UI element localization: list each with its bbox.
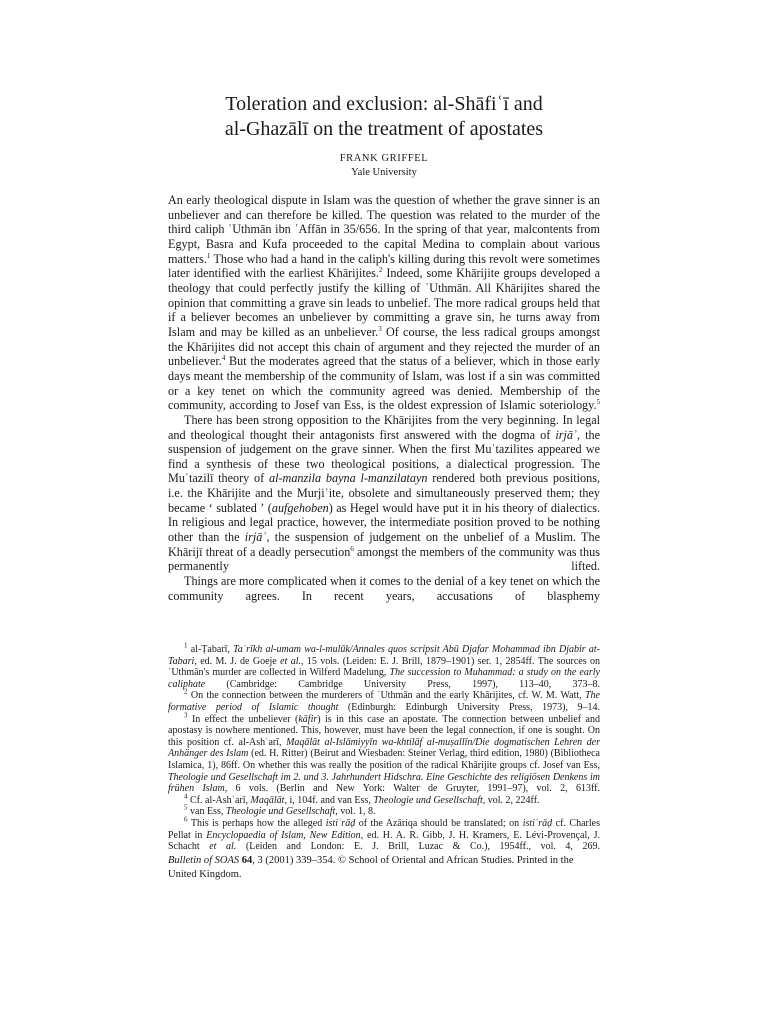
article-body xyxy=(168,193,600,603)
journal-imprint xyxy=(168,854,600,881)
footnote-2-number: 2 xyxy=(184,688,188,697)
footnote-1-text-b: , ed. M. J. de Goeje xyxy=(194,655,281,667)
footnote-ref-4[interactable]: 4 xyxy=(221,354,226,363)
term-irja-2: irjāʾ xyxy=(244,530,267,545)
footnote-2-work: The formative period of Islamic thought xyxy=(168,690,600,713)
footnote-1-succession: The succession to Muhammad: a study on the early caliphate xyxy=(168,667,600,690)
p2-text-a: There has been strong opposition to the Khārijites from the very beginning. In legal and theological thought their antagonists first answered with the dogma of xyxy=(168,412,600,442)
footnote-3-number: 3 xyxy=(184,711,188,720)
footnote-5-text: van Ess, xyxy=(187,806,226,818)
footnote-1-work: Taʾrīkh al-umam wa-l-mulūk/Annales quos scripsit Abū Djafar Mohammad ibn Djabir at-Tabari xyxy=(168,644,600,667)
footnote-1-text-d: (Cambridge: Cambridge University Press, 1997), 113–40, 373–8. xyxy=(205,678,600,690)
footnote-1 xyxy=(168,641,600,690)
footnote-5 xyxy=(168,803,600,818)
footnote-2-text: On the connection between the murderers of ʿUthmān and the early Khārijites, cf. W. M. Watt, xyxy=(187,690,585,702)
footnote-3-text: In effect the unbeliever ( xyxy=(187,713,299,725)
footnote-5-theologie: Theologie und Gesellschaft xyxy=(225,806,336,818)
footnote-6-text-b: of the Azāriqa should be translated; on xyxy=(355,817,523,829)
journal-name: Bulletin of SOAS xyxy=(168,855,240,866)
footnote-6-text-e: (Leiden and London: E. J. Brill, Luzac & Co.), 1954ff., vol. 4, 269. xyxy=(236,841,601,853)
p2-text-c: rendered both previous positions, i.e. the Khārijite and the Murjiʾite, obsolete and simultaneously preserved them; they became ʻ sublated ʼ ( xyxy=(168,471,600,515)
footnote-3 xyxy=(168,711,600,795)
journal-details: , 3 (2001) 339–354. © School of Oriental and African Studies. Printed in the United Kingdom. xyxy=(168,855,574,880)
footnote-6-text-c: cf. Charles Pellat in xyxy=(168,817,600,841)
p2-text-d: ) as Hegel would have put it in his theory of dialectics. In religious and legal practice, however, the intermediate position proved to be nothing other than the xyxy=(168,500,600,545)
footnotes xyxy=(168,641,601,853)
footnote-6-number: 6 xyxy=(184,815,188,824)
p2-text-b: , the suspension of judgement on the grave sinner. When the first Muʿtazilites appeared we find a synthesis of these two theological positions, a dialectical progression. The Muʿtazilī theory of xyxy=(168,427,601,486)
p1-text-e: But the moderates agreed that the status of a believer, which in those early days meant the membership of the community of Islam, was lost if a sin was committed or a key tenet on which the community agreed was denied. Membership of the community, according to Josef van Ess, is the oldest expression of Islamic soteriology. xyxy=(168,354,600,413)
footnote-4-text-c: , vol. 2, 224ff. xyxy=(482,794,540,806)
footnote-1-text-c: , 15 vols. (Leiden: E. J. Brill, 1879–1901) ser. 1, 2854ff. The sources on ʿUthmān's murder are collected in Wilferd Madelung, xyxy=(168,655,600,679)
paragraph-3: Things are more complicated when it comes to the denial of a key tenet on which the community agrees. In recent years, accusations of blasphemy xyxy=(168,574,600,603)
footnote-6-istirad-2: istiʿrāḍ xyxy=(522,817,553,829)
author-name: FRANK GRIFFEL xyxy=(339,153,429,164)
footnote-1-number: 1 xyxy=(184,641,188,650)
footnote-6-text: This is perhaps how the alleged xyxy=(187,817,326,829)
p1-text-a: An early theological dispute in Islam was the question of whether the grave sinner is an unbeliever and can therefore be killed. The question was related to the murder of the third caliph ʿUthmān ibn ʿAffān in 35/656. In the spring of that year, malcontents from Egypt, Basra and Kufa proceeded to the capital Medina to complain about various matters. xyxy=(168,193,600,266)
footnote-4-text-b: , i, 104f. and van Ess, xyxy=(284,794,374,806)
journal-volume: 64 xyxy=(241,855,253,866)
footnote-3-theologie: Theologie und Gesellschaft im 2. und 3. Jahrhundert Hidschra. Eine Geschichte des religiösen Denkens im frühen Islam xyxy=(168,771,600,795)
footnote-ref-6[interactable]: 6 xyxy=(350,544,354,553)
footnote-3-kafir: kāfir xyxy=(298,713,318,725)
article-title xyxy=(100,92,668,142)
footnote-6-ei: Encyclopaedia of Islam, New Edition xyxy=(206,829,361,841)
author-affiliation: Yale University xyxy=(351,167,417,178)
footnote-6-istirad: istiʿrāḍ xyxy=(325,817,356,829)
footnote-3-text-d: , 6 vols. (Berlin and New York: Walter de Gruyter, 1991–97), vol. 2, 613ff. xyxy=(224,783,600,795)
footnote-1-etal: et al. xyxy=(280,655,301,667)
title-line-2: al-Ghazālī on the treatment of apostates xyxy=(224,118,544,140)
p1-text-b: Those who had a hand in the caliph's killing during this revolt were sometimes later identified with the earliest Khārijites. xyxy=(168,251,600,281)
term-manzila: al-manzila bayna l-manzilatayn xyxy=(269,471,428,486)
term-aufgehoben: aufgehoben xyxy=(271,500,329,515)
footnote-ref-5[interactable]: 5 xyxy=(596,398,600,407)
footnote-6-etal: et al. xyxy=(209,841,237,853)
footnote-3-maqalat: Maqālāt al-Islāmiyyīn wa-khtilāf al-muṣallīn/Die dogmatischen Lehren der Anhänger des Islam xyxy=(168,736,600,760)
p2-text-e: , the suspension of judgement on the unbelief of a Muslim. The Khārijī threat of a deadly persecution xyxy=(168,530,600,559)
footnote-4 xyxy=(168,792,600,807)
footnote-ref-2[interactable]: 2 xyxy=(378,266,383,275)
footnote-2-text-b: (Edinburgh: Edinburgh University Press, 1973), 9–14. xyxy=(338,701,600,713)
term-irja: irjāʾ xyxy=(555,427,578,442)
author-block xyxy=(100,152,668,180)
footnote-2 xyxy=(168,690,600,713)
footnote-4-number: 4 xyxy=(184,792,188,801)
footnote-5-text-b: , vol. 1, 8. xyxy=(335,806,376,818)
footnote-6-text-d: , ed. H. A. R. Gibb, J. H. Kramers, E. Lévi-Provençal, J. Schacht xyxy=(168,829,600,853)
title-line-1: Toleration and exclusion: al-Shāfiʿī and xyxy=(225,93,543,115)
paragraph-1 xyxy=(168,193,600,413)
p1-text-d: Of course, the less radical groups amongst the Khārijites did not accept this chain of argument and they rejected the murder of an unbeliever. xyxy=(168,324,600,369)
p2-text-f: amongst the members of the community was thus permanently lifted. xyxy=(168,544,600,574)
footnote-3-text-c: (ed. H. Ritter) (Beirut and Wiesbaden: Steiner Verlag, third edition, 1980) (Bibliotheca Islamica, 1), 86ff. On whether this was really the position of the radical Khārijite groups cf. Josef van Ess, xyxy=(168,748,600,771)
footnote-3-text-b: ) is in this case an apostate. The connection between unbelief and apostasy is nowhere mentioned. This, however, must have been the legal connection, if one is sought. On this position cf. al-Ashʿarī, xyxy=(168,713,600,748)
paragraph-2 xyxy=(168,413,600,574)
footnote-ref-3[interactable]: 3 xyxy=(378,324,382,333)
footnote-4-maqalat: Maqālāt xyxy=(250,794,285,806)
footnote-6 xyxy=(168,815,601,853)
footnote-ref-1[interactable]: 1 xyxy=(206,251,211,260)
p1-text-c: Indeed, some Khārijite groups developed a theology that could perfectly justify the killing of ʿUthmān. All Khārijites shared the opinion that committing a grave sin leads to unbelief. The more radical groups held that if a believer becomes an unbeliever by committing a grave sin, he turns away from Islam and may be killed as an unbeliever. xyxy=(168,266,600,339)
footnote-5-number: 5 xyxy=(184,803,188,812)
footnote-4-text: Cf. al-Ashʿarī, xyxy=(187,794,251,806)
footnote-1-text: al-Ṭabarī, xyxy=(187,644,234,655)
footnote-4-theologie: Theologie und Gesellschaft xyxy=(373,794,483,806)
